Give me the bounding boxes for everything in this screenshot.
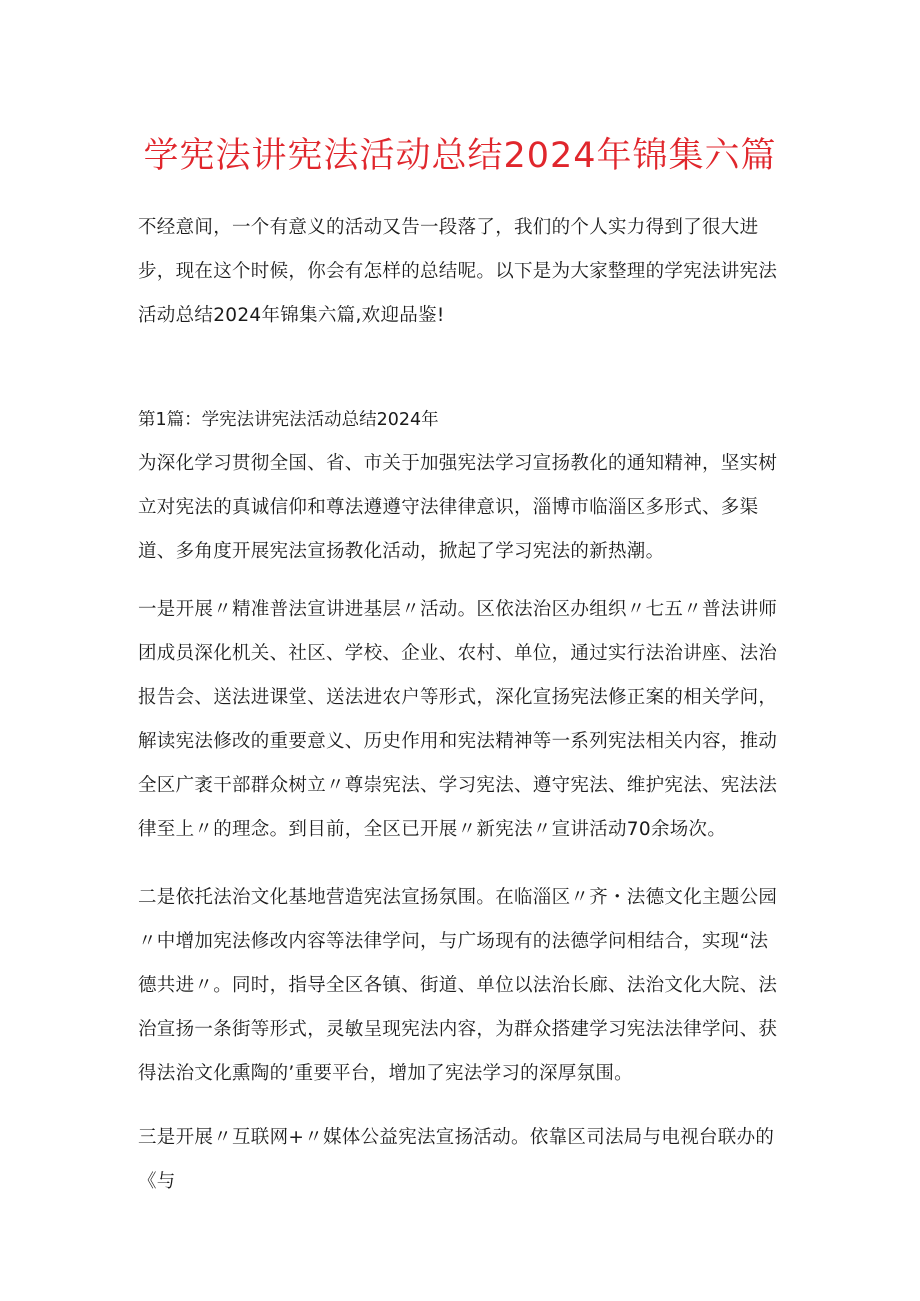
body-paragraph: 三是开展〃互联网+〃媒体公益宪法宣扬活动。依靠区司法局与电视台联办的《与 [138, 1127, 775, 1192]
section-heading: 第1篇：学宪法讲宪法活动总结2024年 [138, 410, 439, 430]
document-title: 学宪法讲宪法活动总结2024年锦集六篇 [143, 136, 777, 176]
intro-paragraph: 不经意间，一个有意义的活动又告一段落了，我们的个人实力得到了很大进步，现在这个时候，你会有怎样的总结呢。以下是为大家整理的学宪法讲宪法活动总结2024年锦集六篇,欢迎品鉴! [138, 217, 778, 326]
body-paragraph: 为深化学习贯彻全国、省、市关于加强宪法学习宣扬教化的通知精神，坚实树立对宪法的真诚信仰和尊法遵遵守法律律意识，淄博市临淄区多形式、多渠道、多角度开展宪法宣扬教化活动，掀起了学习宪法的新热潮。 [138, 453, 778, 562]
body-paragraph: 二是依托法治文化基地营造宪法宣扬氛围。在临淄区〃齐・法德文化主题公园〃中增加宪法修改内容等法律学问，与广场现有的法德学问相结合，实现“法德共进〃。同时，指导全区各镇、街道、单位以法治长廊、法治文化大院、法治宣扬一条街等形式，灵敏呈现宪法内容，为群众搭建学习宪法法律学问、获得法治文化熏陶的’重要平台，增加了宪法学习的深厚氛围。 [138, 887, 778, 1084]
body-paragraph: 一是开展〃精准普法宣讲进基层〃活动。区依法治区办组织〃七五〃普法讲师团成员深化机关、社区、学校、企业、农村、单位，通过实行法治讲座、法治报告会、送法进课堂、送法进农户等形式，深化宣扬宪法修正案的相关学问，解读宪法修改的重要意义、历史作用和宪法精神等一系列宪法相关内容，推动全区广袤干部群众树立〃尊崇宪法、学习宪法、遵守宪法、维护宪法、宪法法律至上〃的理念。到目前，全区已开展〃新宪法〃宣讲活动70余场次。 [138, 599, 778, 840]
